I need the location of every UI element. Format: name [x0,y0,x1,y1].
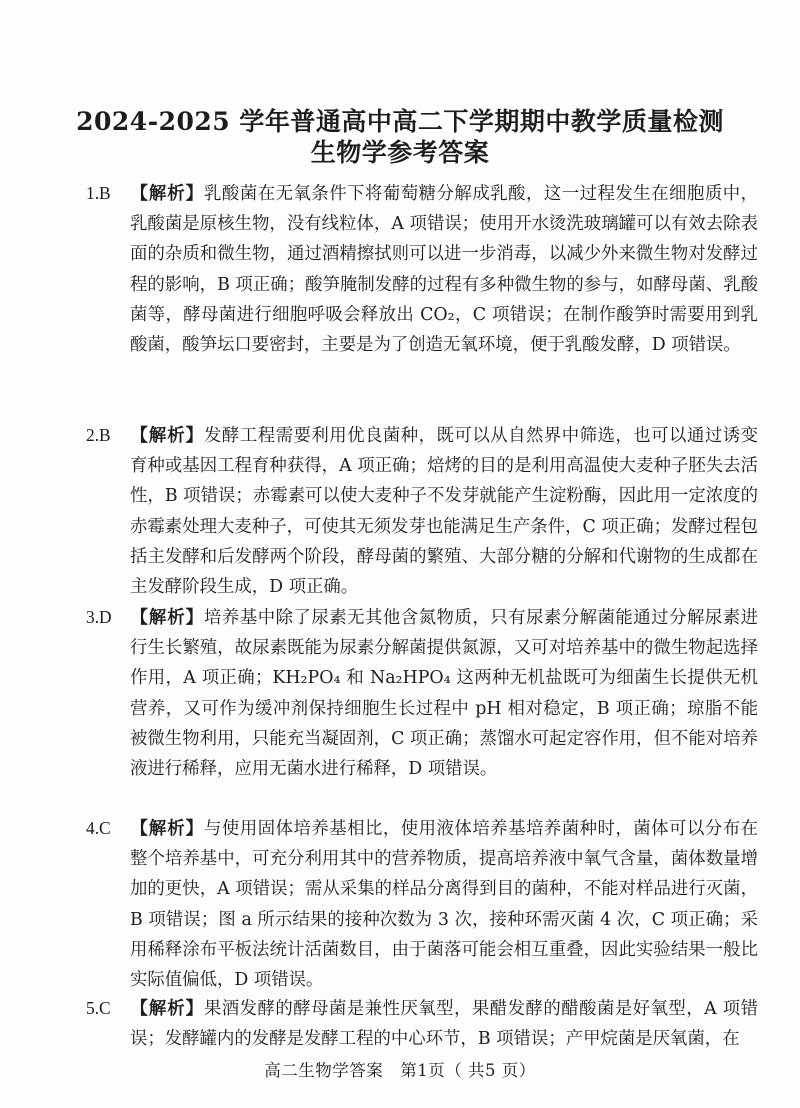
page-footer: 高二生物学答案 第1页（ 共5 页） [264,1061,536,1080]
answer-number: 1.B [86,183,111,203]
answer-number: 3.D [86,607,112,627]
answer-number: 2.B [86,425,111,445]
answer-item-1 [86,178,758,360]
analysis-tag: 【解析】 [130,608,205,628]
answer-text: 发酵工程需要利用优良菌种，既可以从自然界中筛选，也可以通过诱变育种或基因工程育种获得，A 项正确；焙烤的目的是利用高温使大麦种子胚失去活性，B 项错误；赤霉素可以使大麦种子不发芽就能产生淀粉酶，因此用一定浓度的赤霉素处理大麦种子，可使其无须发芽也能满足生产条件，C 项正确；发酵过程包括主发酵和后发酵两个阶段，酵母菌的繁殖、大部分糖的分解和代谢物的生成都在主发酵阶段生成，D 项正确。 [130,426,758,598]
answer-item-5 [86,993,758,1054]
answer-text: 培养基中除了尿素无其他含氮物质，只有尿素分解菌能通过分解尿素进行生长繁殖，故尿素既能为尿素分解菌提供氮源，又可对培养基中的微生物起选择作用，A 项正确；KH₂PO₄ 和 Na₂HPO₄ 这两种无机盐既可为细菌生长提供无机营养，又可作为缓冲剂保持细胞生长过程中 pH 相对稳定，B 项正确；琼脂不能被微生物利用，只能充当凝固剂，C 项正确；蒸馏水可起定容作用，但不能对培养液进行稀释，应用无菌水进行稀释，D 项错误。 [130,608,758,780]
page-subtitle: 生物学参考答案 [310,138,490,167]
analysis-tag: 【解析】 [130,999,204,1019]
answer-text: 与使用固体培养基相比，使用液体培养基培养菌种时，菌体可以分布在整个培养基中，可充分利用其中的营养物质，提高培养液中氧气含量，菌体数量增加的更快，A 项错误；需从采集的样品分离得到目的菌种，不能对样品进行灭菌，B 项错误；图 a 所示结果的接种次数为 3 次，接种环需灭菌 4 次，C 项正确；采用稀释涂布平板法统计活菌数目，由于菌落可能会相互重叠，因此实验结果一般比实际值偏低，D 项错误。 [130,819,758,991]
answer-item-2 [86,420,758,602]
answer-item-4 [86,813,758,995]
answer-text: 果酒发酵的酵母菌是兼性厌氧型，果醋发酵的醋酸菌是好氧型，A 项错误；发酵罐内的发酵是发酵工程的中心环节，B 项错误；产甲烷菌是厌氧菌，在 [130,999,758,1050]
answer-number: 4.C [86,818,111,838]
page-title: 2024-2025 学年普通高中高二下学期期中教学质量检测 [76,107,724,136]
answer-text: 乳酸菌在无氧条件下将葡萄糖分解成乳酸，这一过程发生在细胞质中，乳酸菌是原核生物，没有线粒体，A 项错误；使用开水烫洗玻璃罐可以有效去除表面的杂质和微生物，通过酒精擦拭则可以进一步消毒，以减少外来微生物对发酵过程的影响，B 项正确；酸笋腌制发酵的过程有多种微生物的参与，如酵母菌、乳酸菌等，酵母菌进行细胞呼吸会释放出 CO₂，C 项错误；在制作酸笋时需要用到乳酸菌，酸笋坛口要密封，主要是为了创造无氧环境，便于乳酸发酵，D 项错误。 [130,184,758,356]
analysis-tag: 【解析】 [130,819,205,839]
answer-item-3 [86,602,758,784]
analysis-tag: 【解析】 [130,184,205,204]
answer-number: 5.C [86,998,111,1018]
analysis-tag: 【解析】 [130,426,205,446]
